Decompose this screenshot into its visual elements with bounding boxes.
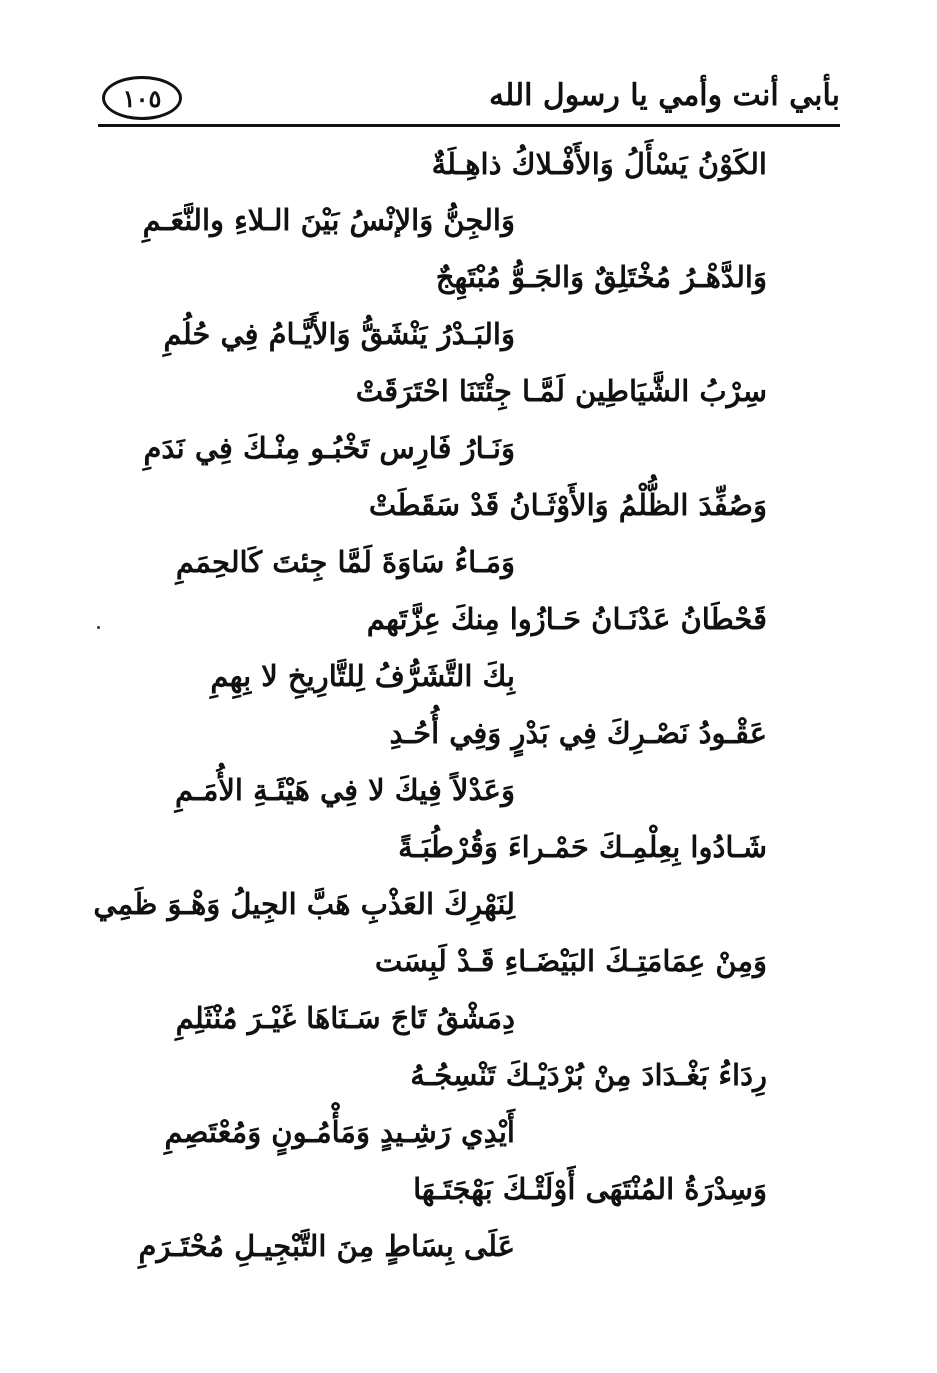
margin-dot xyxy=(97,626,100,629)
verse-line: سِرْبُ الشَّيَاطِين لَمَّـا جِئْتَنَا احْتَرَقَتْ xyxy=(355,374,767,408)
verse-line: دِمَشْقُ تَاجَ سَـنَاهَا غَيْـرَ مُنْثَلِمِ xyxy=(175,1001,515,1035)
verse-line: بِكَ التَّشَرُّفُ لِلتَّارِيخِ لا بِهِمِ xyxy=(210,659,515,693)
verse-line: قَحْطَانُ عَدْنَـانُ حَـازُوا مِنكَ عِزَّتَهم xyxy=(366,602,767,636)
verse-line: رِدَاءُ بَغْـدَادَ مِنْ بُرْدَيْـكَ تَنْسِجُـهُ xyxy=(410,1058,767,1092)
page-number-badge xyxy=(102,76,182,120)
running-title: بأبي أنت وأمي يا رسول الله xyxy=(488,78,840,113)
verse-line: لِنَهْرِكَ العَذْبِ هَبَّ الجِيلُ وَهْـوَ ظَمِي xyxy=(93,887,515,921)
verse-line: وَالدَّهْـرُ مُخْتَلِقٌ وَالجَـوُّ مُبْتَهِجٌ xyxy=(435,260,767,294)
page-number: ١٠٥ xyxy=(122,83,162,113)
verse-line: شَـادُوا بِعِلْمِـكَ حَمْـراءَ وَقُرْطُبَـةً xyxy=(398,830,767,864)
header-rule xyxy=(98,124,840,127)
verse-line: أَيْدِي رَشِـيدٍ وَمَأْمُـونٍ وَمُعْتَصِمِ xyxy=(164,1115,515,1149)
page-header xyxy=(98,70,840,140)
verse-line: عَقْـودُ نَصْـرِكَ فِي بَدْرٍ وَفِي أُحُـدِ xyxy=(389,716,767,750)
verse-line: وَالبَـدْرُ يَنْشَقُّ وَالأَيَّـامُ فِي حُلُمِ xyxy=(163,317,515,351)
verse-line: وَسِدْرَةُ المُنْتَهَى أَوْلَتْـكَ بَهْجَتَـهَا xyxy=(413,1172,767,1206)
verse-line: وَالجِنُّ وَالإنْسُ بَيْنَ الـلاءِ والنَّعَـمِ xyxy=(142,203,515,237)
verse-line: وَعَدْلاً فِيكَ لا فِي هَيْئَـةِ الأُمَـمِ xyxy=(175,773,515,807)
verse-line: وَنَـارُ فَارِس تَخْبُـو مِنْـكَ فِي نَدَمِ xyxy=(143,431,515,465)
verse-line: عَلَى بِسَاطٍ مِنَ التَّبْجِيـلِ مُحْتَـرَمِ xyxy=(138,1229,515,1263)
verse-line: وَمِنْ عِمَامَتِـكَ البَيْضَـاءِ قَـدْ لَبِسَت xyxy=(374,944,767,978)
verse-line: وَصُفِّدَ الظُّلْمُ وَالأَوْثَـانُ قَدْ سَقَطَتْ xyxy=(368,488,767,522)
verse-line: الكَوْنُ يَسْأَلُ وَالأَفْـلاكُ ذاهِـلَةٌ xyxy=(431,147,767,181)
verse-line: وَمَـاءُ سَاوَةَ لَمَّا جِئتَ كَالحِمَمِ xyxy=(175,545,515,579)
